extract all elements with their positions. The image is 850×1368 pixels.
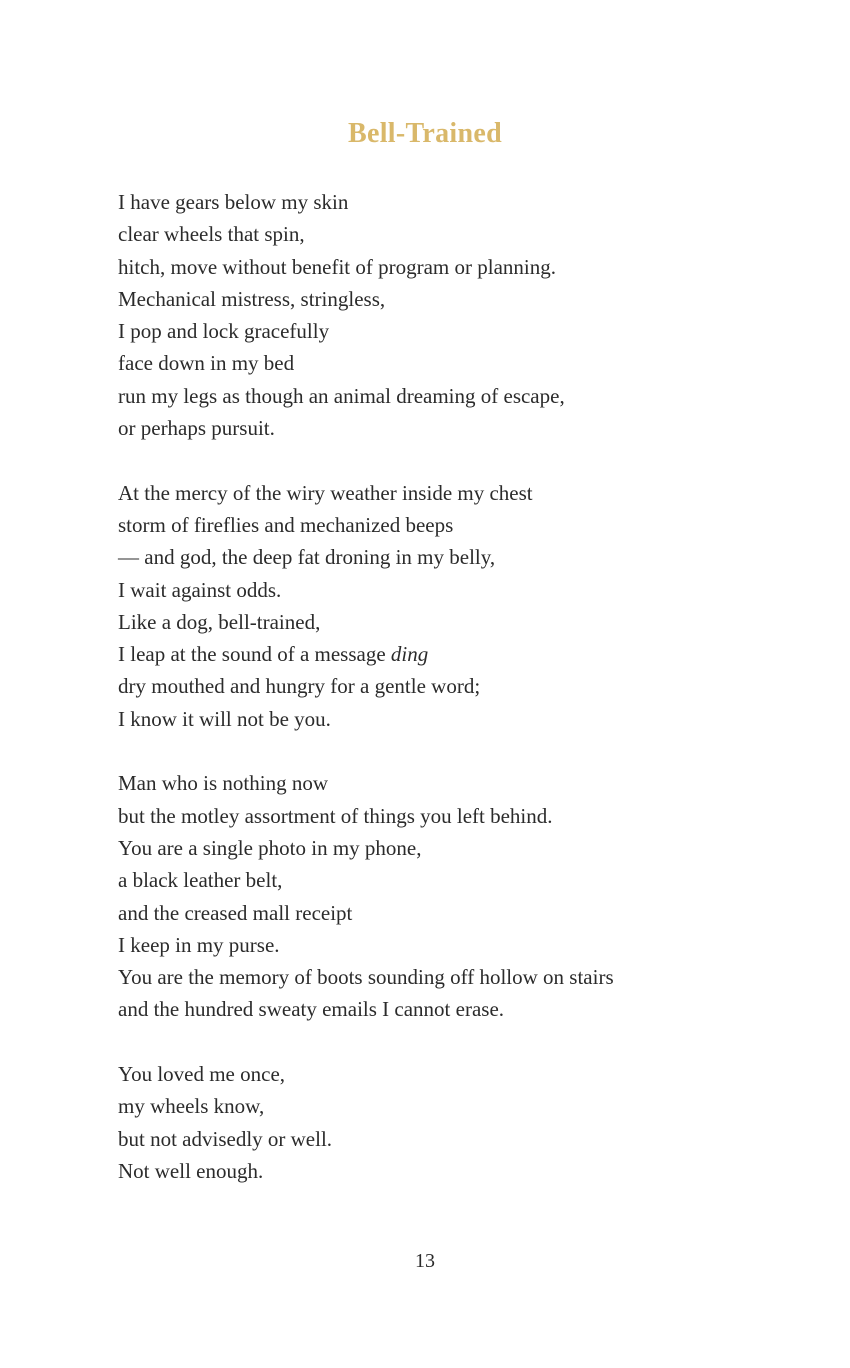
poem-line: Man who is nothing now [118,771,328,796]
emphasized-word: ding [390,642,429,667]
poem-line: At the mercy of the wiry weather inside my chest [118,480,533,505]
poem-line: but the motley assortment of things you left behind. [118,803,553,828]
poem-line: I have gears below my skin [118,190,349,214]
poem-line: hitch, move without benefit of program or planning. [118,254,556,279]
poem-line: storm of fireflies and mechanized beeps [118,512,454,537]
poem-line: dry mouthed and hungry for a gentle word; [118,674,481,699]
poem-line: and the hundred sweaty emails I cannot erase. [118,997,505,1022]
poem-line: my wheels know, [118,1094,265,1119]
poem-line: and the creased mall receipt [118,900,353,925]
poem-body [118,186,798,1220]
poem-line: I keep in my purse. [118,932,280,957]
poem-line: clear wheels that spin, [118,222,305,247]
stanza [118,1058,798,1187]
poem-title: Bell-Trained [348,118,502,149]
stanza [118,767,798,1025]
poem-line: face down in my bed [118,351,295,376]
poem-line: You are the memory of boots sounding off hollow on stairs [118,965,614,990]
poem-line: Like a dog, bell-trained, [118,609,321,634]
poem-line: — and god, the deep fat droning in my belly, [118,545,496,570]
poem-line: I know it will not be you. [118,706,331,731]
stanza [118,477,798,735]
poem-line: Not well enough. [118,1158,264,1183]
poem-line: I wait against odds. [118,577,282,602]
poem-line-text: I leap at the sound of a message [118,642,391,667]
poem-line: I pop and lock gracefully [118,319,330,344]
poem-line: a black leather belt, [118,868,283,893]
page-number: 13 [415,1250,435,1272]
stanza [118,186,798,444]
poem-line: run my legs as though an animal dreaming of escape, [118,383,565,408]
poem-line: Mechanical mistress, stringless, [118,286,386,311]
poem-line: You are a single photo in my phone, [118,835,422,860]
poem-line: You loved me once, [118,1062,286,1087]
poem-line: or perhaps pursuit. [118,416,275,441]
poem-line [118,638,798,670]
poem-line: but not advisedly or well. [118,1126,333,1151]
